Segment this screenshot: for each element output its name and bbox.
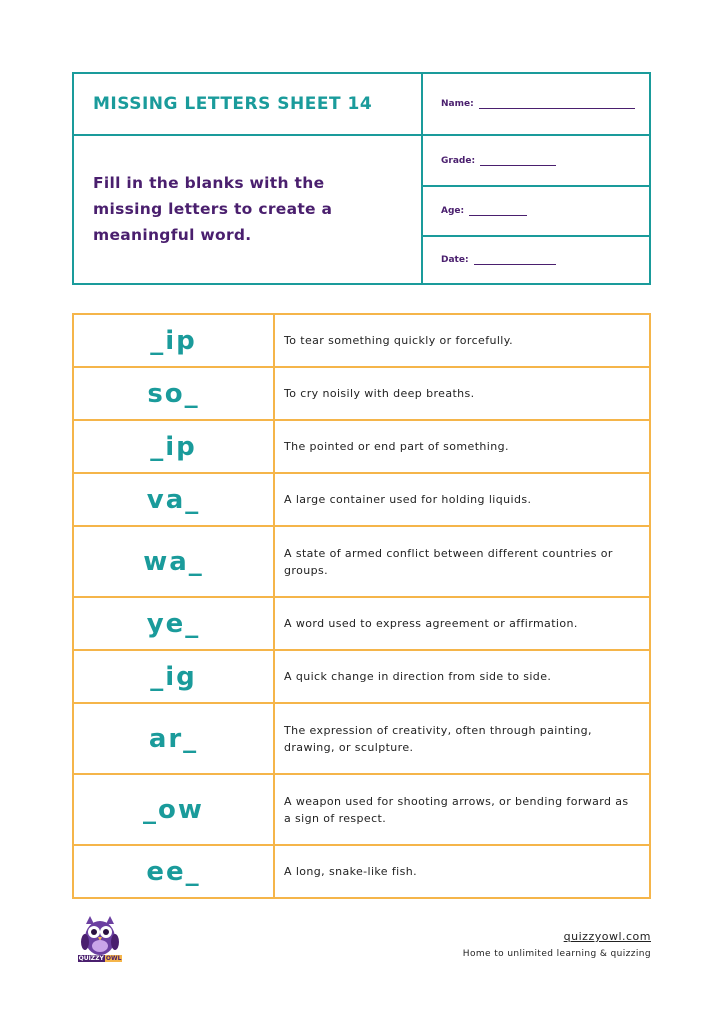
word-definition: A quick change in direction from side to side.	[284, 670, 552, 683]
question-row	[74, 651, 649, 704]
name-label: Name:	[441, 99, 474, 109]
word-definition: The expression of creativity, often through painting, drawing, or sculpture.	[284, 723, 592, 754]
missing-letter-word[interactable]: so_	[74, 368, 275, 419]
word-definition: A large container used for holding liquids.	[284, 493, 532, 506]
header-left-panel	[74, 74, 423, 283]
word-definition: A word used to express agreement or affirmation.	[284, 617, 578, 630]
missing-letter-word[interactable]: va_	[74, 474, 275, 525]
missing-letter-word[interactable]: ye_	[74, 598, 275, 649]
word-definition: To tear something quickly or forcefully.	[284, 334, 513, 347]
word-definition: To cry noisily with deep breaths.	[284, 387, 475, 400]
missing-letter-word[interactable]: ee_	[74, 846, 275, 897]
worksheet-title: MISSING LETTERS SHEET 14	[74, 74, 421, 136]
age-blank-line[interactable]	[469, 206, 527, 216]
question-row	[74, 368, 649, 421]
question-row	[74, 775, 649, 846]
missing-letter-word[interactable]: wa_	[74, 527, 275, 596]
name-field[interactable]	[423, 74, 649, 136]
question-row	[74, 527, 649, 598]
word-definition: A state of armed conflict between different countries or groups.	[284, 546, 613, 577]
logo-text-quizzy: QUIZZY	[78, 955, 104, 962]
logo-text-owl: OWL	[105, 955, 122, 962]
missing-letter-word[interactable]: ar_	[74, 704, 275, 773]
grade-field[interactable]	[423, 136, 649, 187]
question-table	[72, 313, 651, 899]
question-row	[74, 421, 649, 474]
word-definition: A long, snake-like fish.	[284, 865, 417, 878]
age-label: Age:	[441, 206, 465, 216]
grade-label: Grade:	[441, 155, 476, 166]
word-definition: The pointed or end part of something.	[284, 440, 509, 453]
date-field[interactable]	[423, 237, 649, 283]
missing-letter-word[interactable]: _ip	[74, 315, 275, 366]
question-row	[74, 598, 649, 651]
question-row	[74, 315, 649, 368]
student-info-panel	[423, 74, 649, 283]
worksheet-header	[72, 72, 651, 285]
date-label: Date:	[441, 255, 469, 265]
logo-wordmark	[75, 954, 125, 964]
question-row	[74, 846, 649, 897]
missing-letter-word[interactable]: _ip	[74, 421, 275, 472]
word-definition: A weapon used for shooting arrows, or bending forward as a sign of respect.	[284, 794, 629, 825]
date-blank-line[interactable]	[474, 255, 556, 265]
question-row	[74, 474, 649, 527]
instructions: Fill in the blanks with the missing letters to create a meaningful word.	[93, 174, 333, 244]
site-link[interactable]: quizzyowl.com	[563, 930, 651, 943]
tagline: Home to unlimited learning & quizzing	[462, 949, 651, 959]
missing-letter-word[interactable]: _ow	[74, 775, 275, 844]
name-blank-line[interactable]	[479, 99, 635, 109]
missing-letter-word[interactable]: _ig	[74, 651, 275, 702]
age-field[interactable]	[423, 187, 649, 237]
question-row	[74, 704, 649, 775]
grade-blank-line[interactable]	[480, 156, 556, 166]
